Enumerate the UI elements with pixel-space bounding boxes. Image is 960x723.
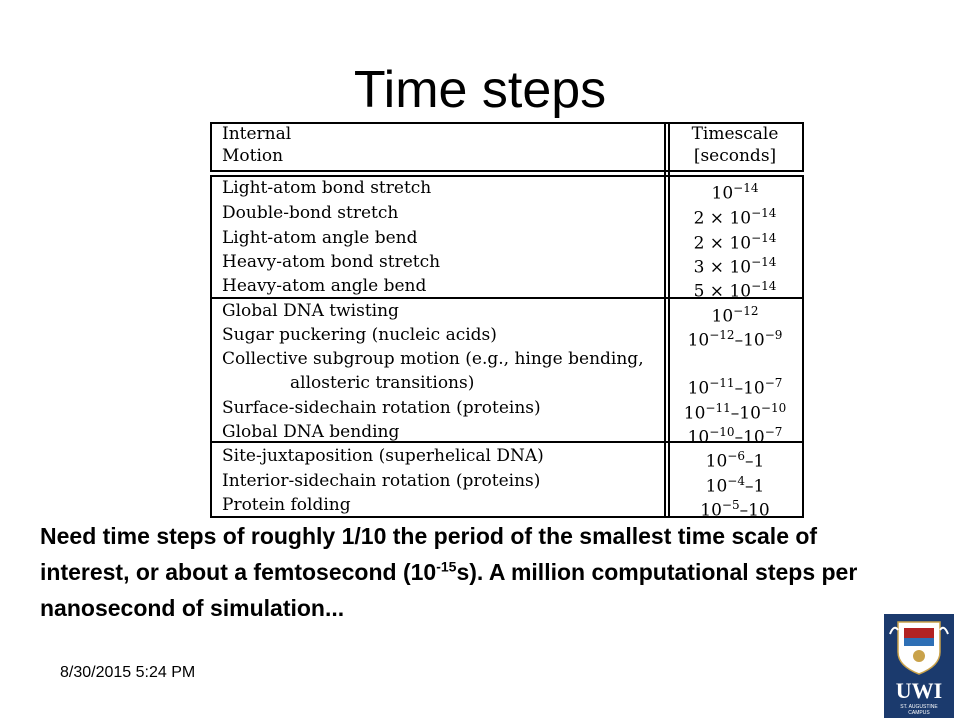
column-divider (664, 122, 666, 518)
row-timescale: $2 \times 10^{-14}$ (693, 206, 777, 229)
row-timescale: $10^{-12}$ (711, 304, 759, 327)
note-text-part2: s). A million computational steps per nanosecond of simulation... (40, 559, 858, 621)
header-timescale-line2: [seconds] (693, 146, 777, 166)
row-timescale: $3 \times 10^{-14}$ (693, 255, 777, 278)
row-timescale: $10^{-11}-10^{-10}$ (683, 401, 787, 424)
row-timescale: $10^{-6}-1$ (705, 449, 765, 472)
row-motion: Interior-sidechain rotation (proteins) (222, 471, 541, 491)
note-exponent: -15 (436, 558, 457, 575)
row-motion: Double-bond stretch (222, 203, 399, 223)
slide-title: Time steps (353, 61, 607, 119)
body-note (40, 518, 870, 626)
row-timescale: $10^{-5}-10$ (700, 498, 770, 521)
row-timescale: $5 \times 10^{-14}$ (693, 279, 777, 302)
row-motion: Surface-sidechain rotation (proteins) (222, 398, 541, 418)
note-text-part1: Need time steps of roughly 1/10 the period of the smallest time scale of interest, or about a femtosecond (10 (40, 523, 818, 585)
row-timescale: $10^{-11}-10^{-7}$ (687, 376, 783, 399)
header-internal-motion: Internal Motion (222, 124, 292, 166)
header-timescale-line1: Timescale (691, 124, 779, 144)
row-motion: allosteric transitions) (290, 373, 475, 393)
logo-sub1: ST. AUGUSTINE (900, 704, 938, 710)
row-timescale: $10^{-12}-10^{-9}$ (687, 328, 783, 351)
row-motion: Site-juxtaposition (superhelical DNA) (222, 446, 544, 466)
row-motion: Global DNA twisting (222, 301, 399, 321)
row-timescale: $10^{-4}-1$ (705, 474, 765, 497)
row-motion: Heavy-atom bond stretch (222, 252, 441, 272)
row-timescale: $10^{-10}-10^{-7}$ (687, 425, 783, 448)
row-motion: Collective subgroup motion (e.g., hinge bending, (222, 349, 644, 369)
row-motion: Heavy-atom angle bend (222, 276, 427, 296)
logo-sub2: CAMPUS (908, 710, 930, 716)
row-motion: Global DNA bending (222, 422, 400, 442)
row-timescale: $10^{-14}$ (711, 181, 759, 204)
row-timescale: $2 \times 10^{-14}$ (693, 231, 777, 254)
slide-date: 8/30/2015 5:24 PM (60, 664, 196, 681)
row-motion: Protein folding (222, 495, 351, 515)
row-motion: Light-atom bond stretch (222, 178, 432, 198)
uwi-crest-icon (884, 614, 954, 718)
header-timescale (672, 123, 798, 167)
row-motion: Sugar puckering (nucleic acids) (222, 325, 497, 345)
uwi-logo (884, 614, 954, 718)
logo-text: UWI (895, 678, 943, 703)
column-divider (668, 122, 670, 518)
row-motion: Light-atom angle bend (222, 228, 418, 248)
